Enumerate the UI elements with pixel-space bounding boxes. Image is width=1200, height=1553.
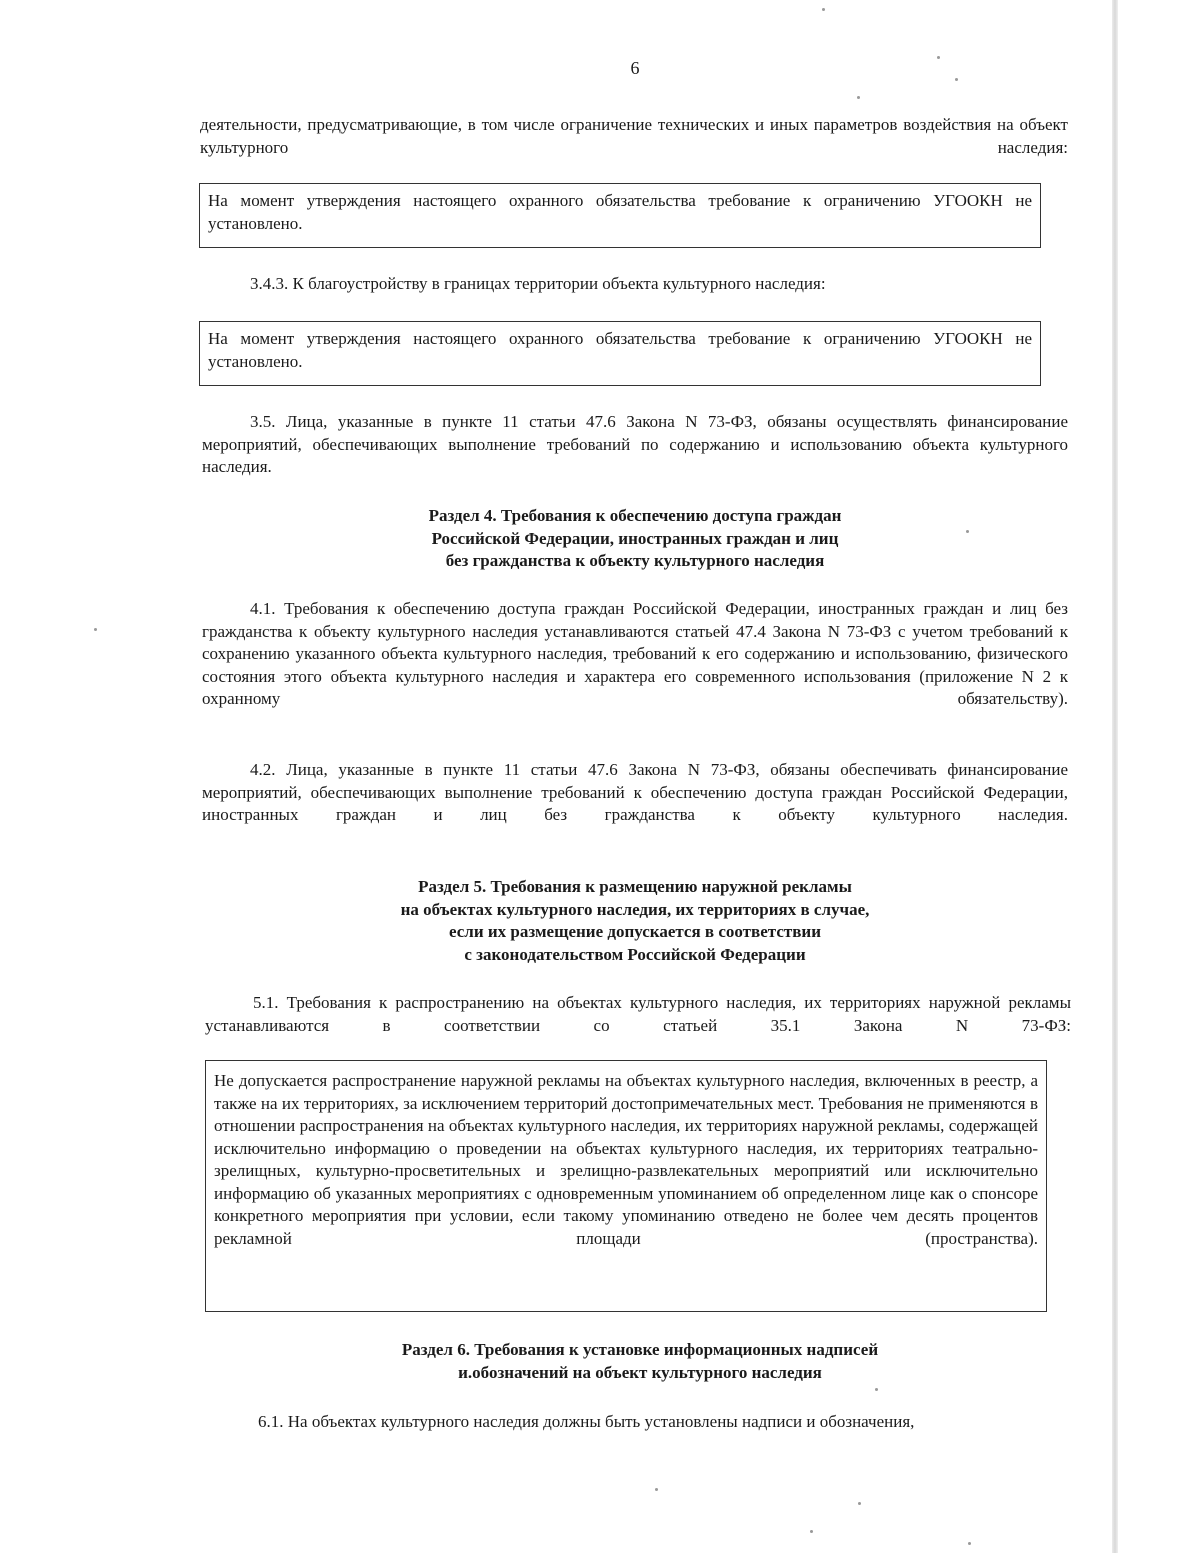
scan-speck [94, 628, 97, 631]
section-4-heading [300, 505, 970, 573]
section-5-heading-line: Раздел 5. Требования к размещению наружной рекламы [418, 877, 852, 896]
section-6-heading-line: Раздел 6. Требования к установке информационных надписей [401, 1340, 879, 1359]
section-4-heading-line: Российской Федерации, иностранных граждан и лиц [431, 528, 839, 548]
section-5-heading [290, 876, 980, 966]
section-5-heading-line: с законодательством Российской Федерации [464, 944, 806, 964]
paragraph-6-1: 6.1. На объектах культурного наследия должны быть установлены надписи и обозначения, [258, 1412, 915, 1431]
section-5-heading-line: на объектах культурного наследия, их территориях в случае, [400, 899, 870, 919]
paragraph-5-1 [205, 992, 1071, 1060]
section-5-heading-line: если их размещение допускается в соответствии [449, 922, 821, 941]
scan-speck [968, 1542, 971, 1545]
paragraph-4-2-text: 4.2. Лица, указанные в пункте 11 статьи 47.6 Закона N 73-ФЗ, обязаны обеспечивать финансирование мероприятий, обеспечивающих выполнение требований к обеспечению доступа граждан Российской Федерации, иностранных граждан и лиц без гражданства к объекту культурного наследия. [202, 760, 1068, 824]
scan-speck [857, 96, 860, 99]
section-6-heading-line: и.обозначений на объект культурного наследия [458, 1362, 822, 1382]
paragraph-4-1 [202, 598, 1068, 733]
scan-speck [655, 1488, 658, 1491]
section-4-heading-line: без гражданства к объекту культурного наследия [445, 551, 825, 570]
paragraph-intro: деятельности, предусматривающие, в том числе ограничение технических и иных параметров воздействия на объект культурного наследия: [200, 115, 1068, 157]
paragraph-3-5-text: 3.5. Лица, указанные в пункте 11 статьи 47.6 Закона N 73-ФЗ, обязаны осуществлять финансирование мероприятий, обеспечивающих выполнение требований по содержанию и использованию объекта культурного наследия. [202, 412, 1068, 476]
scan-speck [810, 1530, 813, 1533]
paragraph-5-1-text: 5.1. Требования к распространению на объектах культурного наследия, их территориях наружной рекламы устанавливаются в соответствии со статьей 35.1 Закона N 73-ФЗ: [205, 993, 1071, 1035]
page-number: 6 [630, 58, 640, 78]
section-4-heading-line: Раздел 4. Требования к обеспечению доступа граждан [428, 506, 842, 525]
paragraph-3-5 [202, 411, 1068, 501]
paragraph-4-2 [202, 759, 1068, 849]
requirement-box-2: На момент утверждения настоящего охранного обязательства требование к ограничению УГООКН не установлено. [199, 321, 1041, 386]
paragraph-4-1-text: 4.1. Требования к обеспечению доступа граждан Российской Федерации, иностранных граждан и лиц без гражданства к объекту культурного наследия устанавливаются статьей 47.4 Закона N 73-ФЗ с учетом требований к сохранению указанного объекта культурного наследия, требований к его содержанию и использованию, физического состояния этого объекта культурного наследия и характера его современного использования (приложение N 2 к охранному обязательству). [202, 599, 1068, 708]
scan-speck [822, 8, 825, 11]
scan-edge-shadow [1112, 0, 1118, 1553]
scan-speck [875, 1388, 878, 1391]
scan-speck [858, 1502, 861, 1505]
requirement-box-3: Не допускается распространение наружной рекламы на объектах культурного наследия, включенных в реестр, а также на их территориях, за исключением территорий достопримечательных мест. Требования не применяются в отношении распространения на объектах культурного наследия, их территориях наружной рекламы, содержащей исключительно информацию о проведении на объектах культурного наследия, их территориях театрально-зрелищных, культурно-просветительных и зрелищно-развлекательных мероприятий или исключительно информацию об указанных мероприятиях с одновременным упоминанием об определенном лице как о спонсоре конкретного мероприятия при условии, если такому упоминанию отведено не более чем десять процентов рекламной площади (пространства). [205, 1060, 1047, 1312]
section-6-heading [300, 1339, 980, 1384]
paragraph-3-4-3: 3.4.3. К благоустройству в границах территории объекта культурного наследия: [250, 274, 826, 293]
requirement-box-1: На момент утверждения настоящего охранного обязательства требование к ограничению УГООКН не установлено. [199, 183, 1041, 248]
